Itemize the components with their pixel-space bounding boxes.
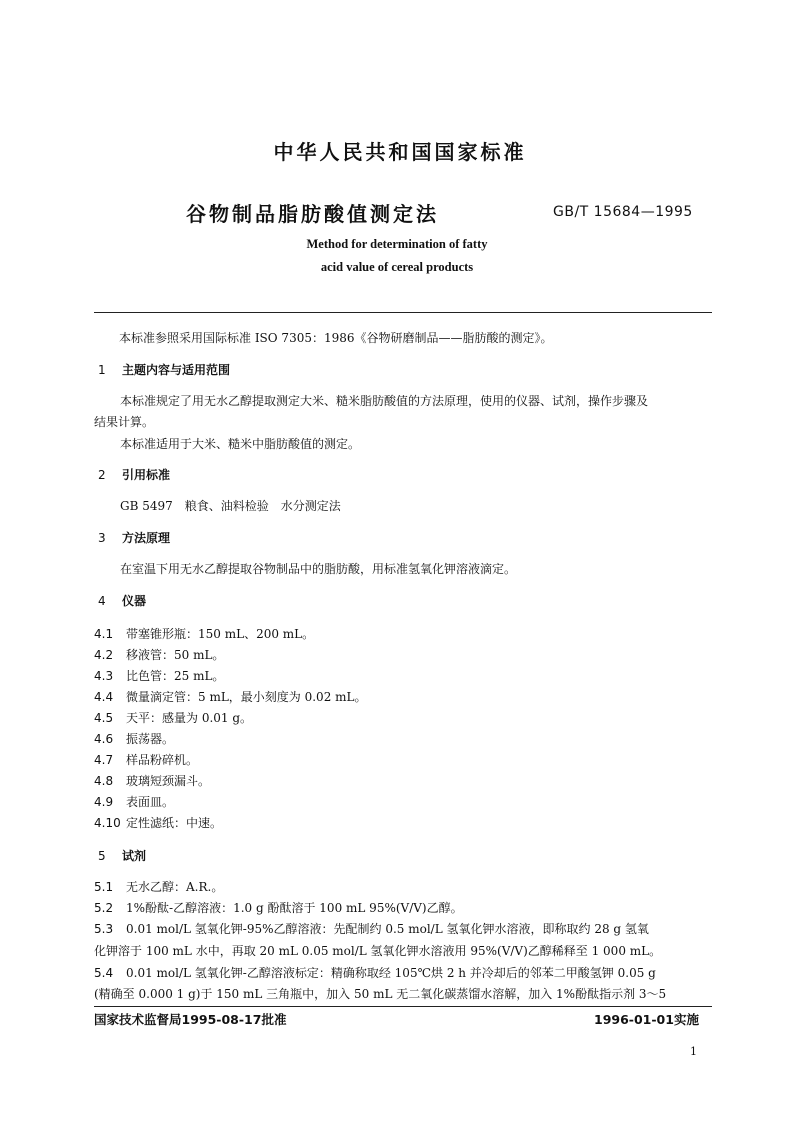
- section-title: 试剂: [122, 849, 147, 863]
- page-number: 1: [690, 1045, 697, 1058]
- item-text: 带塞锥形瓶：150 mL、200 mL。: [126, 627, 315, 641]
- section-number: 2: [98, 468, 106, 482]
- section-number: 1: [98, 363, 106, 377]
- item-number: 5.2: [94, 901, 114, 915]
- item-text: 无水乙醇：A.R.。: [126, 880, 224, 894]
- section-2-heading: [98, 466, 170, 483]
- list-item: [94, 793, 174, 810]
- item-number: 4.5: [94, 711, 114, 725]
- standard-code: GB/T 15684—1995: [553, 204, 693, 220]
- item-text: 定性滤纸：中速。: [126, 816, 223, 830]
- section-4-heading: [98, 592, 146, 609]
- item-number: 4.2: [94, 648, 114, 662]
- list-item: [94, 688, 367, 705]
- list-item: [94, 667, 224, 684]
- list-item: [94, 709, 252, 726]
- section-5-heading: [98, 847, 146, 864]
- item-number: 4.4: [94, 690, 114, 704]
- section-title: 仪器: [122, 594, 147, 608]
- item-number: 4.1: [94, 627, 114, 641]
- paragraph-5-4-line1: [94, 964, 656, 981]
- list-item: [94, 772, 210, 789]
- header-divider: [94, 312, 712, 313]
- item-number: 4.3: [94, 669, 114, 683]
- section-1-paragraph-2: 本标准适用于大米、糙米中脂肪酸值的测定。: [120, 437, 361, 451]
- intro-paragraph: 本标准参照采用国际标准 ISO 7305：1986《谷物研磨制品——脂肪酸的测定》。: [119, 331, 553, 345]
- english-title-line2: acid value of cereal products: [320, 260, 474, 274]
- item-text: 1%酚酞-乙醇溶液：1.0 g 酚酞溶于 100 mL 95%(V/V)乙醇。: [126, 901, 463, 915]
- item-text: 微量滴定管：5 mL，最小刻度为 0.02 mL。: [126, 690, 367, 704]
- list-item: [94, 899, 463, 916]
- section-number: 4: [98, 594, 106, 608]
- item-text: 0.01 mol/L 氢氧化钾-乙醇溶液标定：精确称取经 105℃烘 2 h 并冷却后的邻苯二甲酸氢钾 0.05 g: [126, 966, 656, 980]
- section-3-heading: [98, 529, 170, 546]
- item-number: 4.10: [94, 816, 121, 830]
- referenced-standard: GB 5497 粮食、油料检验 水分测定法: [120, 499, 341, 513]
- paragraph-5-3-line2: 化钾溶于 100 mL 水中，再取 20 mL 0.05 mol/L 氢氧化钾水溶液用 95%(V/V)乙醇稀释至 1 000 mL。: [94, 944, 662, 958]
- item-number: 4.6: [94, 732, 114, 746]
- section-number: 5: [98, 849, 106, 863]
- list-item: [94, 751, 198, 768]
- section-1-paragraph-1a: 本标准规定了用无水乙醇提取测定大米、糙米脂肪酸值的方法原理，使用的仪器、试剂，操作步骤及: [120, 394, 649, 408]
- list-item: [94, 730, 174, 747]
- list-item: [94, 878, 223, 895]
- list-item: [94, 646, 224, 663]
- section-3-paragraph: 在室温下用无水乙醇提取谷物制品中的脂肪酸，用标准氢氧化钾溶液滴定。: [120, 562, 517, 576]
- list-item: [94, 625, 314, 642]
- item-text: 移液管：50 mL。: [126, 648, 225, 662]
- item-number: 5.3: [94, 922, 114, 936]
- item-number: 4.9: [94, 795, 114, 809]
- english-title-line1: Method for determination of fatty: [306, 237, 488, 251]
- section-1-heading: [98, 361, 230, 378]
- item-text: 玻璃短颈漏斗。: [126, 774, 211, 788]
- item-number: 4.8: [94, 774, 114, 788]
- item-text: 0.01 mol/L 氢氧化钾-95%乙醇溶液：先配制约 0.5 mol/L 氢氧化钾水溶液，即称取约 28 g 氢氧: [126, 922, 649, 936]
- section-number: 3: [98, 531, 106, 545]
- item-number: 4.7: [94, 753, 114, 767]
- item-text: 振荡器。: [126, 732, 175, 746]
- national-standard-heading: 中华人民共和国国家标准: [273, 140, 527, 164]
- item-text: 表面皿。: [126, 795, 175, 809]
- section-title: 主题内容与适用范围: [122, 363, 231, 377]
- item-number: 5.1: [94, 880, 114, 894]
- item-text: 天平：感量为 0.01 g。: [126, 711, 253, 725]
- document-title: 谷物制品脂肪酸值测定法: [186, 202, 439, 226]
- paragraph-5-4-line2: (精确至 0.000 1 g)于 150 mL 三角瓶中，加入 50 mL 无二氧化碳蒸馏水溶解，加入 1%酚酞指示剂 3～5: [94, 987, 667, 1001]
- section-1-paragraph-1b: 结果计算。: [94, 415, 155, 429]
- footer-divider: [94, 1006, 712, 1007]
- item-number: 5.4: [94, 966, 114, 980]
- effective-date: 1996-01-01实施: [594, 1012, 699, 1027]
- list-item: [94, 814, 222, 831]
- approval-line: 国家技术监督局1995-08-17批准: [94, 1012, 287, 1027]
- item-text: 比色管：25 mL。: [126, 669, 225, 683]
- section-title: 方法原理: [122, 531, 171, 545]
- section-title: 引用标准: [122, 468, 171, 482]
- item-text: 样品粉碎机。: [126, 753, 199, 767]
- paragraph-5-3-line1: [94, 920, 649, 937]
